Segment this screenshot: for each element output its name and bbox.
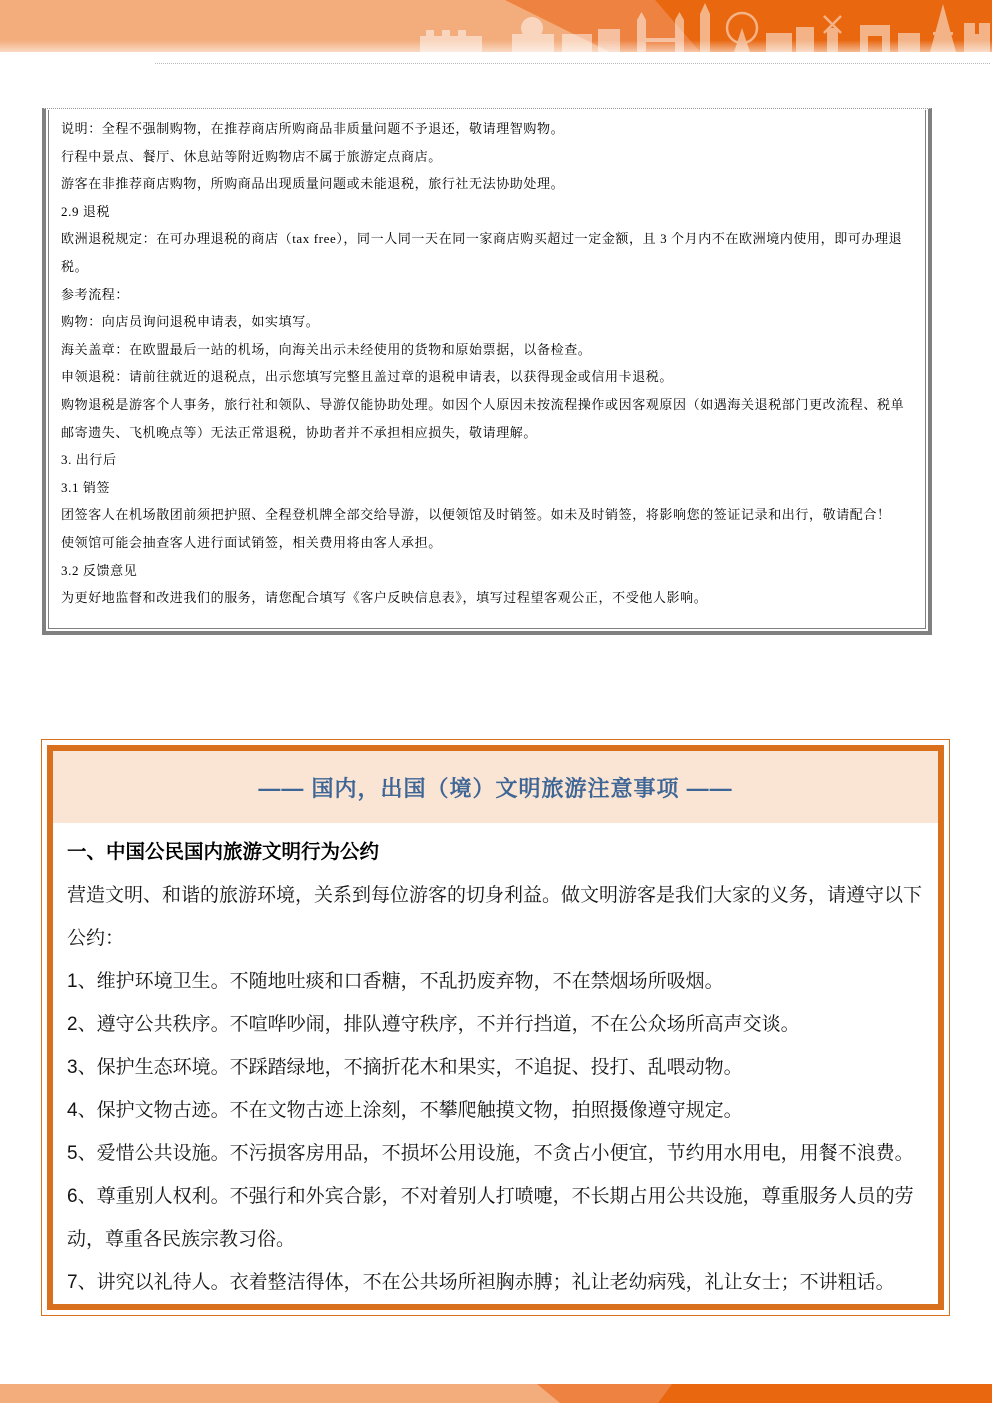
notice-paragraph: 为更好地监督和改进我们的服务，请您配合填写《客户反映信息表》，填写过程望客观公正，不受他人影响。 bbox=[61, 590, 708, 606]
notice-paragraph: 购物：向店员询问退税申请表，如实填写。 bbox=[61, 314, 320, 330]
civility-rule: 6、尊重别人权利。不强行和外宾合影，不对着别人打喷嚏，不长期占用公共设施，尊重服务人员的劳动，尊重各民族宗教习俗。 bbox=[67, 1186, 914, 1250]
notice-paragraph: 海关盖章：在欧盟最后一站的机场，向海关出示未经使用的货物和原始票据，以备检查。 bbox=[61, 341, 592, 357]
civility-rule: 7、讲究以礼待人。衣着整洁得体，不在公共场所袒胸赤膊；礼让老幼病残，礼让女士；不讲粗话。 bbox=[67, 1272, 895, 1293]
header-decorative-band bbox=[0, 0, 992, 52]
notice-paragraph: 使领馆可能会抽查客人进行面试销签，相关费用将由客人承担。 bbox=[61, 534, 442, 550]
civility-rule: 3、保护生态环境。不踩踏绿地，不摘折花木和果实，不追捉、投打、乱喂动物。 bbox=[67, 1057, 743, 1078]
civility-rules-list bbox=[67, 960, 924, 1304]
notice-paragraph: 购物退税是游客个人事务，旅行社和领队、导游仅能协助处理。如因个人原因未按流程操作或因客观原因（如遇海关退税部门更改流程、税单邮寄遗失、飞机晚点等）无法正常退税，协助者并不承担相应损失，敬请理解。 bbox=[61, 396, 905, 440]
civilized-travel-body bbox=[53, 823, 938, 1304]
notice-paragraph: 3.2 反馈意见 bbox=[61, 562, 138, 578]
civilized-travel-title: —— 国内，出国（境）文明旅游注意事项 —— bbox=[258, 775, 733, 801]
section-heading: 一、中国公民国内旅游文明行为公约 bbox=[67, 841, 380, 863]
civilized-travel-title-band bbox=[53, 751, 938, 823]
header-dotted-divider bbox=[155, 63, 990, 64]
notice-paragraph: 游客在非推荐商店购物，所购商品出现质量问题或未能退税，旅行社无法协助处理。 bbox=[61, 176, 565, 192]
notice-paragraph: 参考流程： bbox=[61, 286, 130, 302]
notice-paragraph: 3.1 销签 bbox=[61, 479, 111, 495]
notice-paragraph: 团签客人在机场散团前须把护照、全程登机牌全部交给导游，以便领馆及时销签。如未及时销签，将影响您的签证记录和出行，敬请配合！ bbox=[61, 507, 891, 523]
notice-paragraph: 行程中景点、餐厅、休息站等附近购物店不属于旅游定点商店。 bbox=[61, 148, 442, 164]
civility-rule: 4、保护文物古迹。不在文物古迹上涂刻，不攀爬触摸文物，拍照摄像遵守规定。 bbox=[67, 1100, 743, 1121]
civilized-travel-inner bbox=[47, 745, 944, 1310]
notice-paragraph: 2.9 退税 bbox=[61, 203, 111, 219]
notice-paragraph: 欧洲退税规定：在可办理退税的商店（tax free），同一人同一天在同一家商店购买超过一定金额，且 3 个月内不在欧洲境内使用，即可办理退税。 bbox=[61, 231, 903, 274]
civility-rule: 2、遵守公共秩序。不喧哗吵闹，排队遵守秩序，不并行挡道，不在公众场所高声交谈。 bbox=[67, 1014, 800, 1035]
notice-paragraph: 说明：全程不强制购物，在推荐商店所购商品非质量问题不予退还，敬请理智购物。 bbox=[61, 121, 565, 136]
notice-paragraph: 3. 出行后 bbox=[61, 452, 117, 468]
civility-rule: 5、爱惜公共设施。不污损客房用品，不损坏公用设施，不贪占小便宜，节约用水用电，用餐不浪费。 bbox=[67, 1143, 914, 1164]
header-band-graphic bbox=[0, 0, 992, 52]
notice-paragraph: 申领退税：请前往就近的退税点，出示您填写完整且盖过章的退税申请表，以获得现金或信用卡退税。 bbox=[61, 369, 674, 385]
travel-notice-content bbox=[48, 110, 926, 629]
section-intro: 营造文明、和谐的旅游环境，关系到每位游客的切身利益。做文明游客是我们大家的义务，请遵守以下公约： bbox=[67, 885, 923, 949]
civility-rule: 1、维护环境卫生。不随地吐痰和口香糖，不乱扔废弃物，不在禁烟场所吸烟。 bbox=[67, 971, 724, 992]
civilized-travel-box bbox=[41, 739, 950, 1316]
footer-decorative-band bbox=[0, 1384, 992, 1403]
travel-notice-box bbox=[42, 108, 932, 635]
footer-band-graphic bbox=[0, 1384, 992, 1403]
